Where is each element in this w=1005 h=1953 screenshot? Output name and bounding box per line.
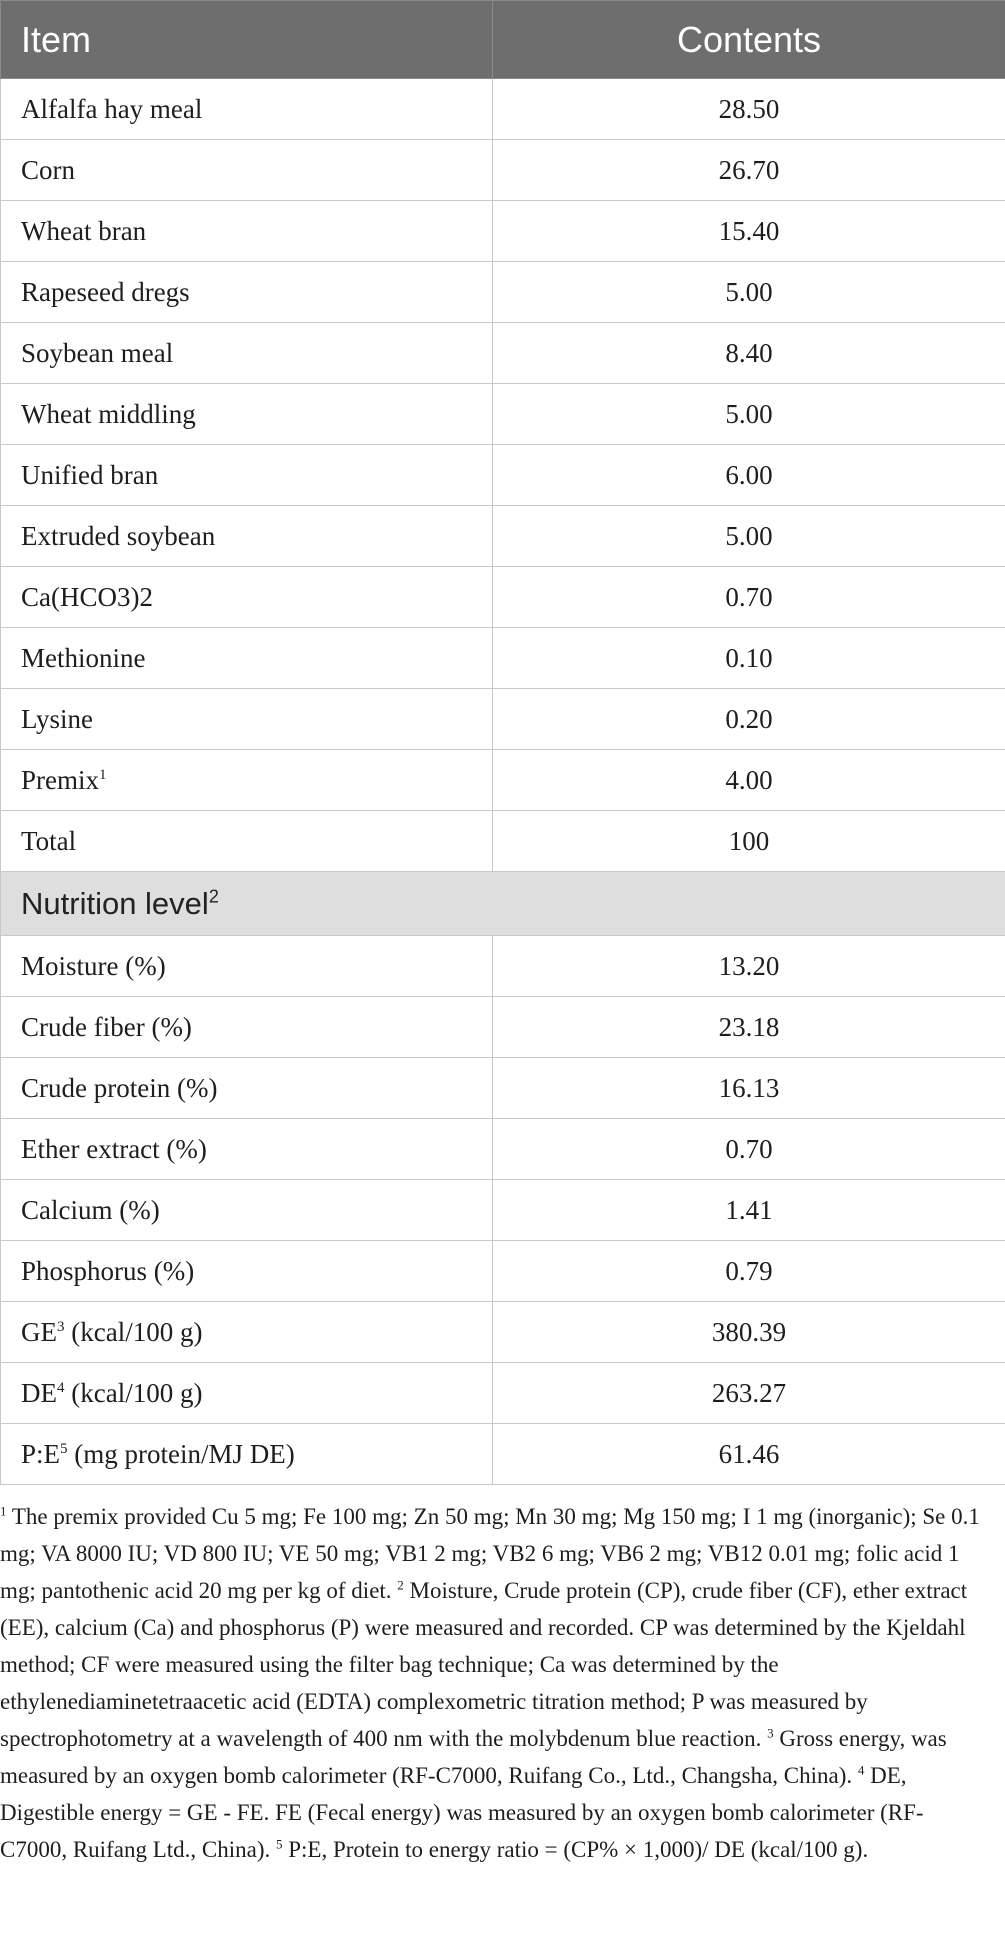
item-cell: Ether extract (%) — [1, 1119, 493, 1180]
value-cell: 263.27 — [493, 1363, 1005, 1424]
table-row — [1, 689, 1005, 750]
value-cell: 0.10 — [493, 628, 1005, 689]
footnote-marker: 3 — [767, 1725, 774, 1741]
footnote-marker: 4 — [857, 1762, 865, 1778]
value-cell: 6.00 — [493, 445, 1005, 506]
footnote-marker: 5 — [275, 1836, 283, 1852]
value-cell: 5.00 — [493, 384, 1005, 445]
table-row — [1, 1119, 1005, 1180]
item-cell: Crude protein (%) — [1, 1058, 493, 1119]
table-row — [1, 79, 1005, 140]
header-item: Item — [1, 1, 493, 79]
table-row — [1, 628, 1005, 689]
item-cell: Crude fiber (%) — [1, 997, 493, 1058]
table-row — [1, 750, 1005, 811]
ingredients-section — [1, 79, 1005, 872]
item-cell: Methionine — [1, 628, 493, 689]
table-row — [1, 1302, 1005, 1363]
item-cell: Wheat bran — [1, 201, 493, 262]
value-cell: 0.70 — [493, 1119, 1005, 1180]
value-cell: 0.70 — [493, 567, 1005, 628]
item-cell: Total — [1, 811, 493, 872]
value-cell: 4.00 — [493, 750, 1005, 811]
table-row — [1, 140, 1005, 201]
table-row — [1, 811, 1005, 872]
value-cell: 13.20 — [493, 936, 1005, 997]
footnote-ref: 2 — [208, 886, 219, 907]
table-row — [1, 323, 1005, 384]
value-cell: 380.39 — [493, 1302, 1005, 1363]
table-row — [1, 997, 1005, 1058]
value-cell: 15.40 — [493, 201, 1005, 262]
value-cell: 8.40 — [493, 323, 1005, 384]
value-cell: 1.41 — [493, 1180, 1005, 1241]
item-cell: Rapeseed dregs — [1, 262, 493, 323]
footnote-text: Gross energy, was measured by an oxygen bomb calorimeter (RF-C7000, Ruifang Co., Ltd., Changsha, China). — [0, 1726, 947, 1788]
item-cell: Premix$^1$ — [1, 750, 493, 811]
item-cell: Wheat middling — [1, 384, 493, 445]
header-contents: Contents — [493, 1, 1005, 79]
footnote-ref: 4 — [57, 1379, 65, 1396]
value-cell: 0.20 — [493, 689, 1005, 750]
table-row — [1, 567, 1005, 628]
item-cell: Corn — [1, 140, 493, 201]
item-cell: $GE^3$ (kcal/100 g) — [1, 1302, 493, 1363]
footnote-text: DE, Digestible energy = GE - FE. FE (Fecal energy) was measured by an oxygen bomb calorimeter (RF-C7000, Ruifang Ltd., China). — [0, 1763, 924, 1862]
item-cell: Alfalfa hay meal — [1, 79, 493, 140]
footnote-text: The premix provided Cu 5 mg; Fe 100 mg; Zn 50 mg; Mn 30 mg; Mg 150 mg; I 1 mg (inorganic); Se 0.1 mg; VA 8000 IU; VD 800 IU; VE 50 mg; VB1 2 mg; VB2 6 mg; VB6 2 mg; VB12 0.01 mg; folic acid 1 mg; pantothenic acid 20 mg per kg of diet. — [0, 1504, 980, 1603]
table-row — [1, 201, 1005, 262]
table-row — [1, 506, 1005, 567]
item-cell: $P:E^5$ (mg protein/MJ DE) — [1, 1424, 493, 1485]
value-cell: 28.50 — [493, 79, 1005, 140]
footnote-ref: 5 — [60, 1440, 68, 1457]
nutrition-section — [1, 936, 1005, 1485]
nutrition-section-header — [1, 872, 1005, 936]
table-row — [1, 1424, 1005, 1485]
item-cell: Calcium (%) — [1, 1180, 493, 1241]
footnote-marker: 2 — [397, 1577, 404, 1593]
item-cell: Moisture (%) — [1, 936, 493, 997]
value-cell: 23.18 — [493, 997, 1005, 1058]
value-cell: 100 — [493, 811, 1005, 872]
item-cell: Phosphorus (%) — [1, 1241, 493, 1302]
item-cell: Extruded soybean — [1, 506, 493, 567]
table-row — [1, 1058, 1005, 1119]
item-cell: $DE^4$ (kcal/100 g) — [1, 1363, 493, 1424]
table-row — [1, 384, 1005, 445]
item-cell: Unified bran — [1, 445, 493, 506]
table-row — [1, 445, 1005, 506]
table-row — [1, 936, 1005, 997]
item-cell: Soybean meal — [1, 323, 493, 384]
table-footnotes — [0, 1498, 990, 1868]
value-cell: 61.46 — [493, 1424, 1005, 1485]
value-cell: 5.00 — [493, 506, 1005, 567]
nutrition-level-heading: Nutrition level$^2$ — [1, 872, 1005, 936]
table-row — [1, 1180, 1005, 1241]
footnote-ref: 1 — [99, 766, 107, 783]
value-cell: 0.79 — [493, 1241, 1005, 1302]
footnote-text: Moisture, Crude protein (CP), crude fiber (CF), ether extract (EE), calcium (Ca) and phosphorus (P) were measured and recorded. CP was determined by the Kjeldahl method; CF were measured using the filter bag technique; Ca was determined by the ethylenediaminetetraacetic acid (EDTA) complexometric titration method; P was measured by spectrophotometry at a wavelength of 400 nm with the molybdenum blue reaction. — [0, 1578, 968, 1751]
value-cell: 26.70 — [493, 140, 1005, 201]
footnote-marker: 1 — [0, 1503, 7, 1519]
item-cell: Ca(HCO3)2 — [1, 567, 493, 628]
table-row — [1, 1363, 1005, 1424]
value-cell: 16.13 — [493, 1058, 1005, 1119]
footnote-ref: 3 — [57, 1318, 65, 1335]
table-row — [1, 262, 1005, 323]
value-cell: 5.00 — [493, 262, 1005, 323]
item-cell: Lysine — [1, 689, 493, 750]
table-header-row — [1, 1, 1005, 79]
footnote-text: P:E, Protein to energy ratio = (CP% × 1,000)/ DE (kcal/100 g). — [282, 1837, 869, 1862]
table-row — [1, 1241, 1005, 1302]
